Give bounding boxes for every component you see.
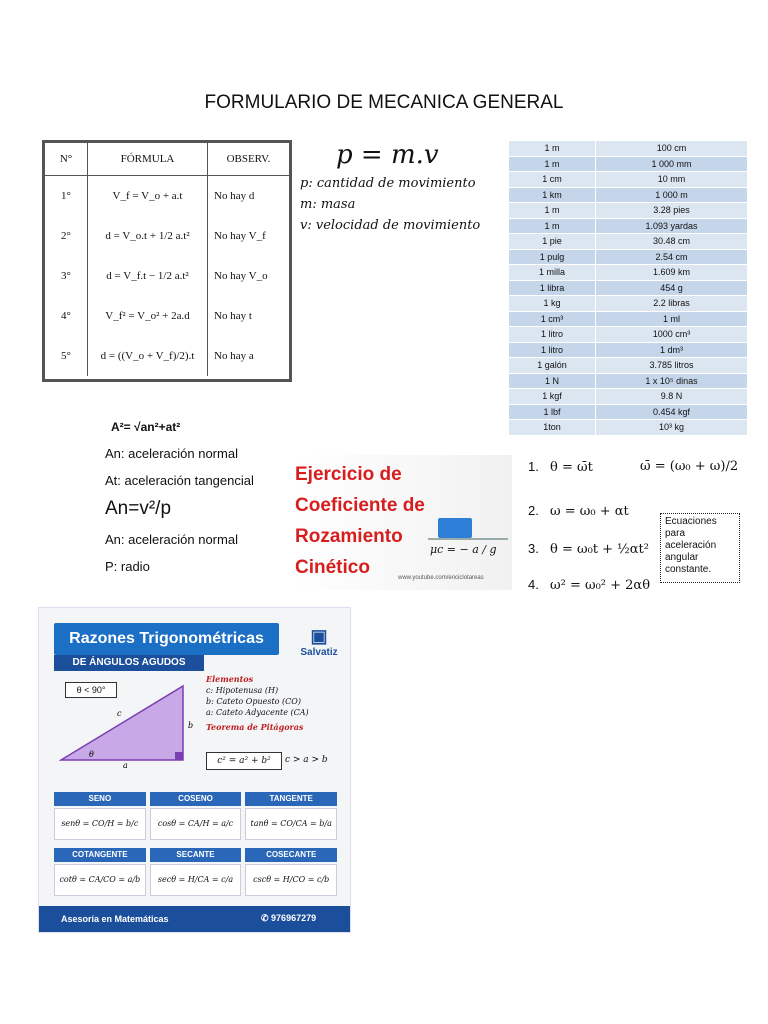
logo-text: Salvatiz xyxy=(300,647,338,658)
table-row xyxy=(45,256,289,296)
unit-from: 1 galón xyxy=(509,358,596,374)
table-row xyxy=(45,336,289,376)
unit-row xyxy=(509,296,748,312)
pythagoras-title: Teorema de Pitágoras xyxy=(206,722,304,732)
row-observation: No hay a xyxy=(208,336,290,376)
block-icon xyxy=(438,518,472,538)
radius-label: P: radio xyxy=(105,559,150,574)
angular-eq-4: ω² = ω₀² + 2αθ xyxy=(550,578,651,593)
normal-acceleration-label-2: An: aceleración normal xyxy=(105,532,238,547)
unit-to: 1.609 km xyxy=(596,265,748,281)
head-secante: SECANTE xyxy=(150,848,242,862)
momentum-def-p: p: cantidad de movimiento xyxy=(300,176,476,191)
unit-to: 30.48 cm xyxy=(596,234,748,250)
unit-row xyxy=(509,172,748,188)
trig-title: Razones Trigonométricas xyxy=(54,623,279,655)
unit-from: 1 m xyxy=(509,141,596,157)
eq-number: 4. xyxy=(528,577,539,592)
unit-from: 1 m xyxy=(509,156,596,172)
unit-to: 9.8 N xyxy=(596,389,748,405)
table-row xyxy=(45,176,289,217)
row-observation: No hay d xyxy=(208,176,290,217)
unit-from: 1 km xyxy=(509,187,596,203)
surface-line xyxy=(428,538,508,540)
row-number: 3° xyxy=(45,256,88,296)
angle-condition: θ < 90° xyxy=(65,682,117,698)
unit-row xyxy=(509,420,748,436)
footer-label: Asesoría en Matemáticas xyxy=(61,914,169,924)
whatsapp-icon: ✆ xyxy=(261,913,272,923)
row-number: 4° xyxy=(45,296,88,336)
unit-from: 1 N xyxy=(509,373,596,389)
unit-to: 10 mm xyxy=(596,172,748,188)
logo-icon: ▣ xyxy=(310,626,328,646)
eq-number: 2. xyxy=(528,503,539,518)
unit-to: 3.28 pies xyxy=(596,203,748,219)
unit-from: 1 litro xyxy=(509,327,596,343)
trig-ratios-card xyxy=(38,607,351,933)
whatsapp-contact xyxy=(261,913,316,924)
mean-angular-velocity: ω̄ = (ω₀ + ω)/2 xyxy=(640,459,739,474)
unit-row xyxy=(509,358,748,374)
elements-list xyxy=(206,674,309,733)
unit-to: 1 000 mm xyxy=(596,156,748,172)
unit-to: 1 dm³ xyxy=(596,342,748,358)
friction-heading-4: Cinético xyxy=(295,557,370,578)
unit-to: 454 g xyxy=(596,280,748,296)
angle-theta-label: θ xyxy=(89,750,94,759)
total-acceleration-equation: A²= √an²+at² xyxy=(111,420,181,434)
triangle-shape xyxy=(61,686,183,760)
unit-row xyxy=(509,311,748,327)
elements-title: Elementos xyxy=(206,674,254,684)
unit-from: 1 pie xyxy=(509,234,596,250)
unit-from: 1 kg xyxy=(509,296,596,312)
momentum-def-v: v: velocidad de movimiento xyxy=(300,218,481,233)
header-observ: OBSERV. xyxy=(208,143,290,176)
constant-acceleration-note: Ecuaciones para aceleración angular constante. xyxy=(660,513,740,583)
unit-to: 10³ kg xyxy=(596,420,748,436)
sec-formula: secθ = H/CA = c/a xyxy=(150,864,242,896)
angular-eq-2: ω = ω₀ + αt xyxy=(550,504,629,519)
unit-from: 1 pulg xyxy=(509,249,596,265)
unit-row xyxy=(509,187,748,203)
acceleration-notes xyxy=(105,420,295,574)
row-number: 5° xyxy=(45,336,88,376)
unit-row xyxy=(509,265,748,281)
unit-row xyxy=(509,389,748,405)
right-triangle-diagram xyxy=(59,678,209,768)
cot-formula: cotθ = CA/CO = a/b xyxy=(54,864,146,896)
row-formula: d = ((V_o + V_f)/2).t xyxy=(100,350,195,362)
unit-to: 1 000 m xyxy=(596,187,748,203)
unit-to: 1000 cm³ xyxy=(596,327,748,343)
csc-formula: cscθ = H/CO = c/b xyxy=(245,864,337,896)
row-observation: No hay t xyxy=(208,296,290,336)
page-title: FORMULARIO DE MECANICA GENERAL xyxy=(204,92,564,113)
unit-row xyxy=(509,234,748,250)
friction-exercise-banner xyxy=(290,455,512,590)
momentum-def-m: m: masa xyxy=(300,197,356,212)
phone-number: 976967279 xyxy=(271,913,317,923)
unit-from: 1 m xyxy=(509,203,596,219)
normal-acceleration-equation: An=v²/p xyxy=(105,498,172,519)
kinematics-formula-table xyxy=(42,140,292,382)
element-hypotenuse: c: Hipotenusa (H) xyxy=(206,686,279,695)
cos-formula: cosθ = CA/H = a/c xyxy=(150,808,242,840)
head-coseno: COSENO xyxy=(150,792,242,806)
momentum-block xyxy=(300,140,505,233)
element-adjacent: a: Cateto Adyacente (CA) xyxy=(206,708,309,717)
trig-ratios-grid xyxy=(54,792,337,904)
unit-from: 1ton xyxy=(509,420,596,436)
momentum-equation: p = m.v xyxy=(336,140,439,170)
youtube-url: www.youtube.com/enciclotareas xyxy=(398,575,484,581)
friction-heading-3: Rozamiento xyxy=(295,526,403,547)
unit-to: 1.093 yardas xyxy=(596,218,748,234)
unit-to: 2.2 libras xyxy=(596,296,748,312)
row-observation: No hay V_o xyxy=(208,256,290,296)
tan-formula: tanθ = CO/CA = b/a xyxy=(245,808,337,840)
side-b-label: b xyxy=(188,721,194,730)
row-number: 2° xyxy=(45,216,88,256)
row-observation: No hay V_f xyxy=(208,216,290,256)
friction-formula: μc = − a / g xyxy=(430,543,497,556)
row-number: 1° xyxy=(45,176,88,217)
unit-from: 1 cm³ xyxy=(509,311,596,327)
unit-row xyxy=(509,156,748,172)
friction-heading-2: Coeficiente de xyxy=(295,495,425,516)
unit-row xyxy=(509,218,748,234)
normal-acceleration-label: An: aceleración normal xyxy=(105,446,238,461)
head-cotangente: COTANGENTE xyxy=(54,848,146,862)
unit-from: 1 m xyxy=(509,218,596,234)
friction-heading-1: Ejercicio de xyxy=(295,464,402,485)
unit-conversion-table xyxy=(508,140,748,436)
unit-row xyxy=(509,249,748,265)
trig-footer xyxy=(39,906,350,932)
angular-eq-1: θ = ω̄t xyxy=(550,460,593,475)
row-formula: V_f² = V_o² + 2a.d xyxy=(105,310,190,322)
head-tangente: TANGENTE xyxy=(245,792,337,806)
salvatiz-logo xyxy=(294,626,344,658)
unit-to: 1 ml xyxy=(596,311,748,327)
angular-eq-3: θ = ω₀t + ½αt² xyxy=(550,542,649,557)
row-formula: d = V_f.t − 1/2 a.t² xyxy=(106,270,189,282)
side-c-label: c xyxy=(117,709,122,718)
sin-formula: senθ = CO/H = b/c xyxy=(54,808,146,840)
unit-from: 1 kgf xyxy=(509,389,596,405)
eq-number: 1. xyxy=(528,459,539,474)
unit-row xyxy=(509,404,748,420)
table-row xyxy=(45,216,289,256)
unit-row xyxy=(509,280,748,296)
unit-row xyxy=(509,373,748,389)
unit-from: 1 libra xyxy=(509,280,596,296)
unit-to: 3.785 litros xyxy=(596,358,748,374)
row-formula: V_f = V_o + a.t xyxy=(112,190,183,202)
unit-to: 1 x 10⁵ dinas xyxy=(596,373,748,389)
table-row xyxy=(45,296,289,336)
unit-from: 1 litro xyxy=(509,342,596,358)
unit-row xyxy=(509,203,748,219)
angular-kinematics-equations xyxy=(528,455,758,605)
right-angle-marker xyxy=(175,752,183,760)
header-n: N° xyxy=(45,143,88,176)
element-opposite: b: Cateto Opuesto (CO) xyxy=(206,697,301,706)
row-formula: d = V_o.t + 1/2 a.t² xyxy=(105,230,190,242)
side-a-label: a xyxy=(123,761,128,768)
unit-from: 1 lbf xyxy=(509,404,596,420)
eq-number: 3. xyxy=(528,541,539,556)
head-seno: SENO xyxy=(54,792,146,806)
trig-subtitle: DE ÁNGULOS AGUDOS xyxy=(54,655,204,671)
unit-row xyxy=(509,327,748,343)
tangential-acceleration-label: At: aceleración tangencial xyxy=(105,473,254,488)
side-inequality: c > a > b xyxy=(285,755,328,765)
header-formula: FÓRMULA xyxy=(88,143,208,176)
pythagoras-formula: c² = a² + b² xyxy=(206,752,282,770)
unit-to: 100 cm xyxy=(596,141,748,157)
unit-from: 1 cm xyxy=(509,172,596,188)
unit-from: 1 milla xyxy=(509,265,596,281)
unit-row xyxy=(509,342,748,358)
unit-row xyxy=(509,141,748,157)
head-cosecante: COSECANTE xyxy=(245,848,337,862)
unit-to: 0.454 kgf xyxy=(596,404,748,420)
unit-to: 2.54 cm xyxy=(596,249,748,265)
